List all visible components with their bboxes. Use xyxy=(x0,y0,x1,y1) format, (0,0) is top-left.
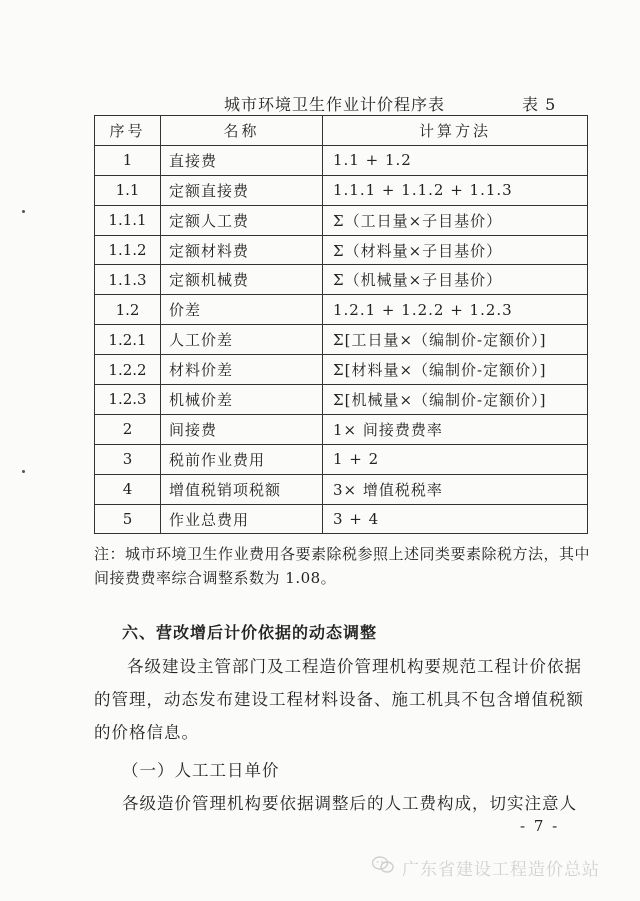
page-number: - 7 - xyxy=(520,817,560,835)
row-name: 直接费 xyxy=(161,145,323,175)
row-number: 1.2 xyxy=(95,295,161,325)
pricing-procedure-table xyxy=(94,115,588,534)
row-name: 价差 xyxy=(161,295,323,325)
row-name: 材料价差 xyxy=(161,355,323,385)
wechat-icon xyxy=(372,856,394,879)
row-method: Σ（材料量×子目基价） xyxy=(323,235,588,265)
row-number: 1.1 xyxy=(95,175,161,205)
watermark-text: 广东省建设工程造价总站 xyxy=(402,860,600,880)
row-number: 4 xyxy=(95,474,161,504)
row-name: 税前作业费用 xyxy=(161,444,323,474)
row-method: 1.2.1 + 1.2.2 + 1.2.3 xyxy=(323,295,588,325)
row-name: 定额直接费 xyxy=(161,175,323,205)
subsection-heading: （一）人工工日单价 xyxy=(122,761,280,780)
table-title: 城市环境卫生作业计价程序表 xyxy=(224,95,446,114)
row-number: 3 xyxy=(95,444,161,474)
row-number: 1.2.1 xyxy=(95,325,161,355)
row-number: 1.2.2 xyxy=(95,355,161,385)
table-number: 表 5 xyxy=(522,95,557,114)
row-name: 机械价差 xyxy=(161,385,323,415)
row-name: 定额机械费 xyxy=(161,265,323,295)
table-row xyxy=(95,145,588,175)
row-number: 5 xyxy=(95,504,161,534)
row-number: 1 xyxy=(95,145,161,175)
table-row xyxy=(95,325,588,355)
table-row xyxy=(95,235,588,265)
row-method: Σ（机械量×子目基价） xyxy=(323,265,588,295)
scan-mark xyxy=(22,210,25,213)
body-paragraph-continued: 各级造价管理机构要依据调整后的人工费构成，切实注意人 xyxy=(122,794,577,813)
row-method: Σ[材料量×（编制价-定额价）] xyxy=(323,355,588,385)
row-method: Σ[机械量×（编制价-定额价）] xyxy=(323,385,588,415)
column-header-method: 计算方法 xyxy=(323,116,588,146)
table-row xyxy=(95,414,588,444)
row-method: Σ（工日量×子目基价） xyxy=(323,205,588,235)
table-row xyxy=(95,504,588,534)
body-paragraph: 各级建设主管部门及工程造价管理机构要规范工程计价依据的管理，动态发布建设工程材料设备、施工机具不包含增值税额的价格信息。 xyxy=(94,657,584,742)
table-row xyxy=(95,295,588,325)
row-name: 作业总费用 xyxy=(161,504,323,534)
row-method: 1× 间接费费率 xyxy=(323,414,588,444)
table-header-row xyxy=(95,116,588,146)
column-header-name: 名称 xyxy=(161,116,323,146)
table-row xyxy=(95,444,588,474)
table-row xyxy=(95,205,588,235)
table-row xyxy=(95,265,588,295)
row-number: 2 xyxy=(95,414,161,444)
row-method: 1 + 2 xyxy=(323,444,588,474)
row-method: 3× 增值税税率 xyxy=(323,474,588,504)
table-row xyxy=(95,385,588,415)
table-note: 注：城市环境卫生作业费用各要素除税参照上述同类要素除税方法，其中间接费费率综合调整系数为 1.08。 xyxy=(94,545,591,587)
section-heading: 六、营改增后计价依据的动态调整 xyxy=(122,623,378,642)
row-number: 1.1.3 xyxy=(95,265,161,295)
row-name: 增值税销项税额 xyxy=(161,474,323,504)
row-name: 间接费 xyxy=(161,414,323,444)
table-row xyxy=(95,175,588,205)
row-name: 定额人工费 xyxy=(161,205,323,235)
row-number: 1.1.1 xyxy=(95,205,161,235)
row-method: Σ[工日量×（编制价-定额价）] xyxy=(323,325,588,355)
row-name: 定额材料费 xyxy=(161,235,323,265)
scan-mark xyxy=(22,470,25,473)
watermark xyxy=(372,855,600,880)
row-method: 1.1.1 + 1.1.2 + 1.1.3 xyxy=(323,175,588,205)
row-name: 人工价差 xyxy=(161,325,323,355)
table-row xyxy=(95,355,588,385)
table-row xyxy=(95,474,588,504)
row-method: 3 + 4 xyxy=(323,504,588,534)
row-number: 1.1.2 xyxy=(95,235,161,265)
column-header-no: 序号 xyxy=(95,116,161,146)
row-method: 1.1 + 1.2 xyxy=(323,145,588,175)
row-number: 1.2.3 xyxy=(95,385,161,415)
